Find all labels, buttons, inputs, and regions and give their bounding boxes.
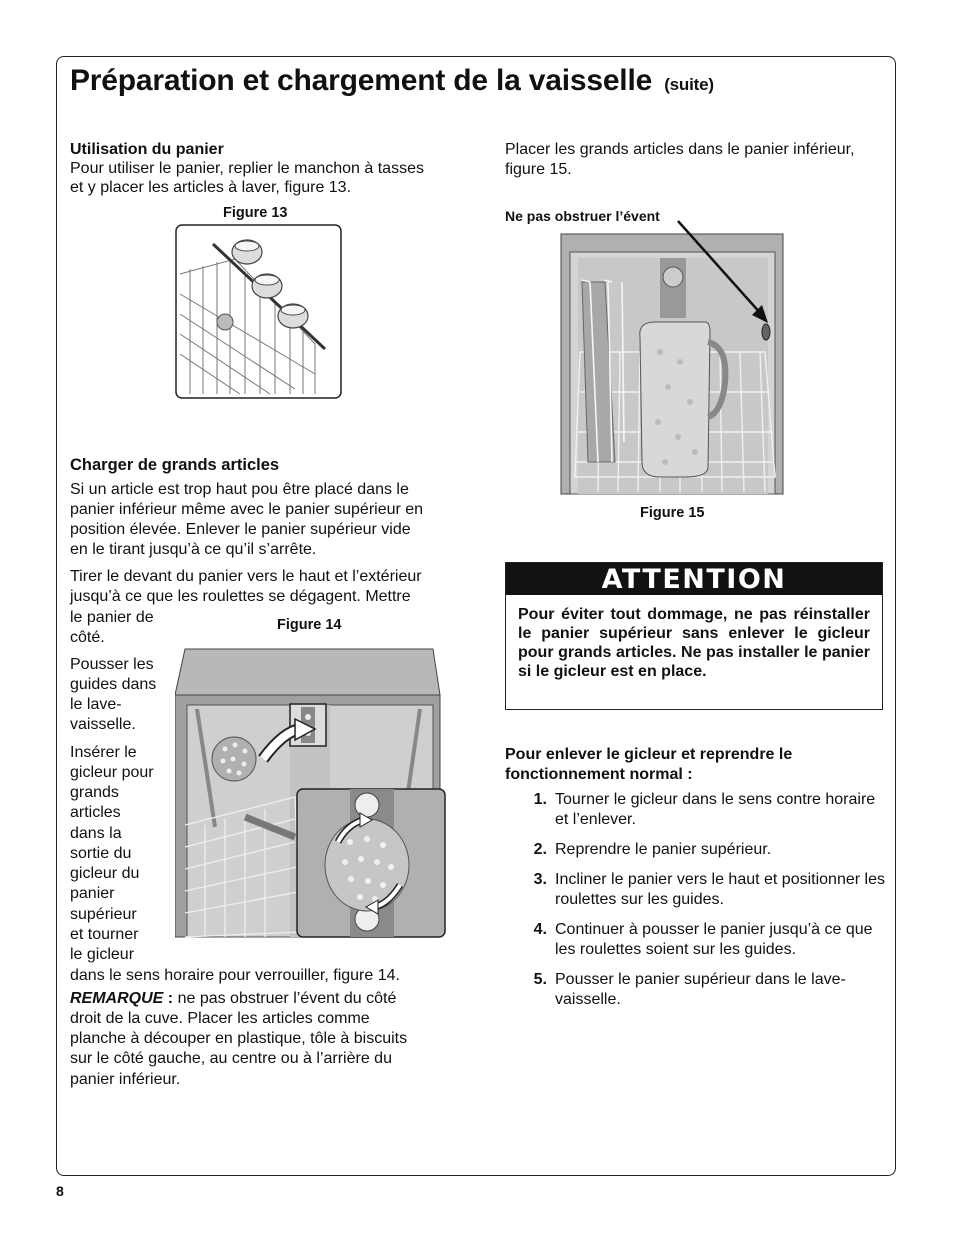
remove-heading-line-2: fonctionnement normal : <box>505 766 693 783</box>
paragraph-4-line-8: panier <box>70 885 115 902</box>
paragraph-4-line-11: le gicleur <box>70 946 135 963</box>
paragraph-1-line-4: en le tirant jusqu’à ce qu’il s’arrête. <box>70 541 317 558</box>
paragraph-3-line-2: guides dans <box>70 676 157 693</box>
remarque-colon: : <box>163 990 174 1007</box>
remarque-line-1 <box>70 989 396 1009</box>
paragraph-3-line-4: vaisselle. <box>70 716 136 733</box>
paragraph-4-line-6: sortie du <box>70 845 132 862</box>
title-suffix: (suite) <box>664 75 714 94</box>
list-item <box>505 840 885 860</box>
paragraph-4-line-3: grands <box>70 784 119 801</box>
paragraph-4-line-9: supérieur <box>70 906 137 923</box>
paragraph-4-line-10: et tourner <box>70 926 139 943</box>
page-title: Préparation et chargement de la vaisselle (suite) <box>70 64 714 97</box>
list-item <box>505 970 885 1010</box>
paragraph-4-line-12: dans le sens horaire pour verrouiller, figure 14. <box>70 967 400 984</box>
remarque-line-4: sur le côté gauche, au centre ou à l’arrière du <box>70 1050 392 1067</box>
attention-text: Pour éviter tout dommage, ne pas réinstaller le panier supérieur sans enlever le gicleur pour grands articles. Ne pas installer le panier si le gicleur est en place. <box>518 606 870 680</box>
remarque-line-5: panier inférieur. <box>70 1071 181 1088</box>
paragraph-1-line-2: panier inférieur même avec le panier supérieur en <box>70 501 424 518</box>
list-item <box>505 870 885 910</box>
remarque-line-1-text: ne pas obstruer l’évent du côté <box>173 990 397 1007</box>
step-number: 4. <box>533 921 547 938</box>
panier-heading: Utilisation du panier <box>70 141 224 158</box>
paragraph-1-line-1: Si un article est trop haut pou être placé dans le <box>70 481 409 498</box>
attention-title: ATTENTION <box>506 563 882 595</box>
step-number: 5. <box>533 971 547 988</box>
panier-text-line-2: et y placer les articles à laver, figure 13. <box>70 179 352 196</box>
attention-box <box>505 562 883 710</box>
remarque-label: REMARQUE <box>70 990 164 1007</box>
paragraph-4-line-4: articles <box>70 804 121 821</box>
intro-line-1: Placer les grands articles dans le panier inférieur, <box>505 141 855 158</box>
list-item <box>505 920 885 960</box>
remove-heading-line-1: Pour enlever le gicleur et reprendre le <box>505 746 793 763</box>
paragraph-4-line-2: gicleur pour <box>70 764 154 781</box>
panier-text-line-1: Pour utiliser le panier, replier le manchon à tasses <box>70 160 424 177</box>
remarque-line-2: droit de la cuve. Placer les articles comme <box>70 1010 370 1027</box>
paragraph-4-line-7: gicleur du <box>70 865 140 882</box>
paragraph-2-line-4: côté. <box>70 629 105 646</box>
paragraph-4-line-1: Insérer le <box>70 744 137 761</box>
step-number: 1. <box>533 791 547 808</box>
step-text: Continuer à pousser le panier jusqu’à ce que les roulettes soient sur les guides. <box>555 921 873 958</box>
vent-label: Ne pas obstruer l’évent <box>505 208 660 224</box>
page-number: 8 <box>56 1183 64 1199</box>
intro-line-2: figure 15. <box>505 161 572 178</box>
vent-pointer-arrow <box>670 215 780 330</box>
remarque-line-3: planche à découper en plastique, tôle à biscuits <box>70 1030 408 1047</box>
step-text: Incliner le panier vers le haut et positionner les roulettes sur les guides. <box>555 871 885 908</box>
list-item <box>505 790 885 830</box>
figure-14-spray-insertion-illustration <box>175 647 450 942</box>
paragraph-2-line-1: Tirer le devant du panier vers le haut et l’extérieur <box>70 568 422 585</box>
step-number: 3. <box>533 871 547 888</box>
step-text: Pousser le panier supérieur dans le lave-vaisselle. <box>555 971 846 1008</box>
paragraph-3-line-1: Pousser les <box>70 656 154 673</box>
figure-13-cup-shelf-illustration <box>175 224 342 399</box>
paragraph-2-line-3: le panier de <box>70 609 154 626</box>
removal-steps-list <box>505 790 885 1020</box>
grands-articles-heading: Charger de grands articles <box>70 456 280 474</box>
paragraph-1-line-3: position élevée. Enlever le panier supérieur vide <box>70 521 411 538</box>
step-number: 2. <box>533 841 547 858</box>
paragraph-2-line-2: jusqu’à ce que les roulettes se dégagent. Mettre <box>70 588 411 605</box>
step-text: Tourner le gicleur dans le sens contre horaire et l’enlever. <box>555 791 876 828</box>
paragraph-3-line-3: le lave- <box>70 696 122 713</box>
figure-13-caption: Figure 13 <box>223 205 288 221</box>
figure-15-caption: Figure 15 <box>640 505 705 521</box>
figure-14-caption: Figure 14 <box>277 617 342 633</box>
paragraph-4-line-5: dans la <box>70 825 122 842</box>
step-text: Reprendre le panier supérieur. <box>555 841 772 858</box>
